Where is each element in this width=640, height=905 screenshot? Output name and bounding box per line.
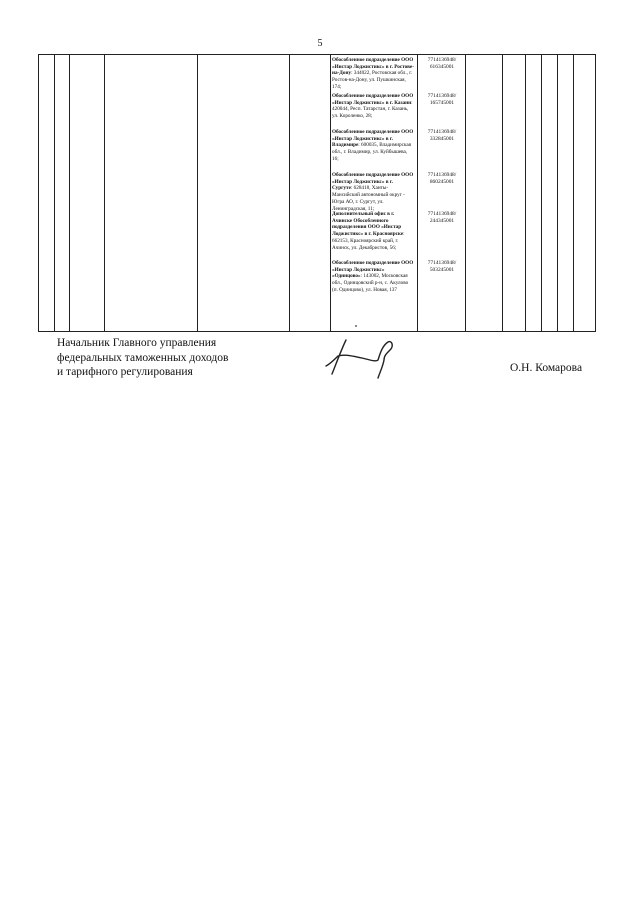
branch-entry bbox=[332, 211, 414, 251]
table-column-divider bbox=[502, 55, 503, 331]
branch-entry-address: : 628418, Ханты-Мансийский автономный округ - Югра АО, г. Сургут, ул. Ленинградская, 11; bbox=[332, 185, 405, 212]
branch-entry-address: : 420044, Респ. Татарстан, г. Казань, ул. Короленко, 28; bbox=[332, 99, 413, 120]
page-number: 5 bbox=[317, 38, 323, 49]
branch-entry-name: Обособленное подразделение ООО «Инстар Лоджистикс» в г. Казани bbox=[332, 93, 414, 106]
table-column-divider bbox=[330, 55, 331, 331]
handwritten-signature bbox=[318, 336, 408, 386]
branch-entry-name: Дополнительный офис в г. Ачинске Обособленного подразделения ООО «Инстар Лоджистикс» в г. Красноярске bbox=[332, 211, 404, 238]
inn-kpp-value: 7714136948/ 165745001 bbox=[427, 93, 457, 106]
branch-entry-address: : 143002, Московская обл., Одинцовский р-н, с. Акулово (п. Одинцово), ул. Новая, 137 bbox=[332, 273, 409, 293]
branch-entry bbox=[332, 172, 414, 212]
branch-entry bbox=[332, 260, 414, 294]
table-column-divider bbox=[197, 55, 198, 331]
branch-entry-name: Обособленное подразделение ООО «Инстар Лоджистикс» в г. Владимире bbox=[332, 129, 414, 149]
table-column-divider bbox=[54, 55, 55, 331]
branch-entry-name: Обособленное подразделение ООО «Инстар Лоджистикс» в г. Сургуте bbox=[332, 172, 414, 192]
scan-speck bbox=[355, 325, 357, 327]
table-column-divider bbox=[104, 55, 105, 331]
signatory-title bbox=[57, 336, 228, 380]
signatory-title-line: Начальник Главного управления bbox=[57, 337, 217, 349]
table-column-divider bbox=[573, 55, 574, 331]
table-column-divider bbox=[465, 55, 466, 331]
signatory-title-line: и тарифного регулирования bbox=[57, 366, 193, 378]
table-column-divider bbox=[557, 55, 558, 331]
inn-kpp-value: 7714136948/ 503245001 bbox=[427, 260, 457, 273]
inn-kpp-value: 7714136948/ 244345001 bbox=[427, 211, 457, 224]
branch-entry-name: Обособленное подразделение ООО «Инстар Лоджистикс» «Одинцово» bbox=[332, 260, 414, 280]
inn-kpp-value: 7714136948/ 860245001 bbox=[427, 172, 457, 185]
table-column-divider bbox=[525, 55, 526, 331]
branch-entry-address: : 600035, Владимирская обл., г. Владимир, ул. Куйбышева, 16; bbox=[332, 142, 412, 162]
table-column-divider bbox=[69, 55, 70, 331]
inn-kpp-value: 7714136948/ 332845001 bbox=[427, 129, 457, 142]
branch-entry-address: : 344022, Ростовская обл., г. Ростов-на-Дону, ул. Пушкинская, 174; bbox=[332, 70, 413, 90]
branch-entry bbox=[332, 129, 414, 163]
signatory-name: О.Н. Комарова bbox=[510, 362, 583, 374]
branch-entry bbox=[332, 57, 414, 91]
signatory-title-line: федеральных таможенных доходов bbox=[57, 351, 229, 364]
table-column-divider bbox=[289, 55, 290, 331]
branch-entry bbox=[332, 93, 414, 120]
inn-kpp-value: 7714136948/ 616345001 bbox=[427, 57, 457, 70]
branch-entry-name: Обособленное подразделение ООО «Инстар Лоджистикс» в г. Ростове-на-Дону bbox=[332, 57, 414, 77]
table-column-divider bbox=[541, 55, 542, 331]
table-column-divider bbox=[417, 55, 418, 331]
registry-table-continuation bbox=[38, 54, 596, 332]
branch-entry-address: : 662153, Красноярский край, г. Ачинск, ул. Декабристов, 56; bbox=[332, 231, 405, 251]
